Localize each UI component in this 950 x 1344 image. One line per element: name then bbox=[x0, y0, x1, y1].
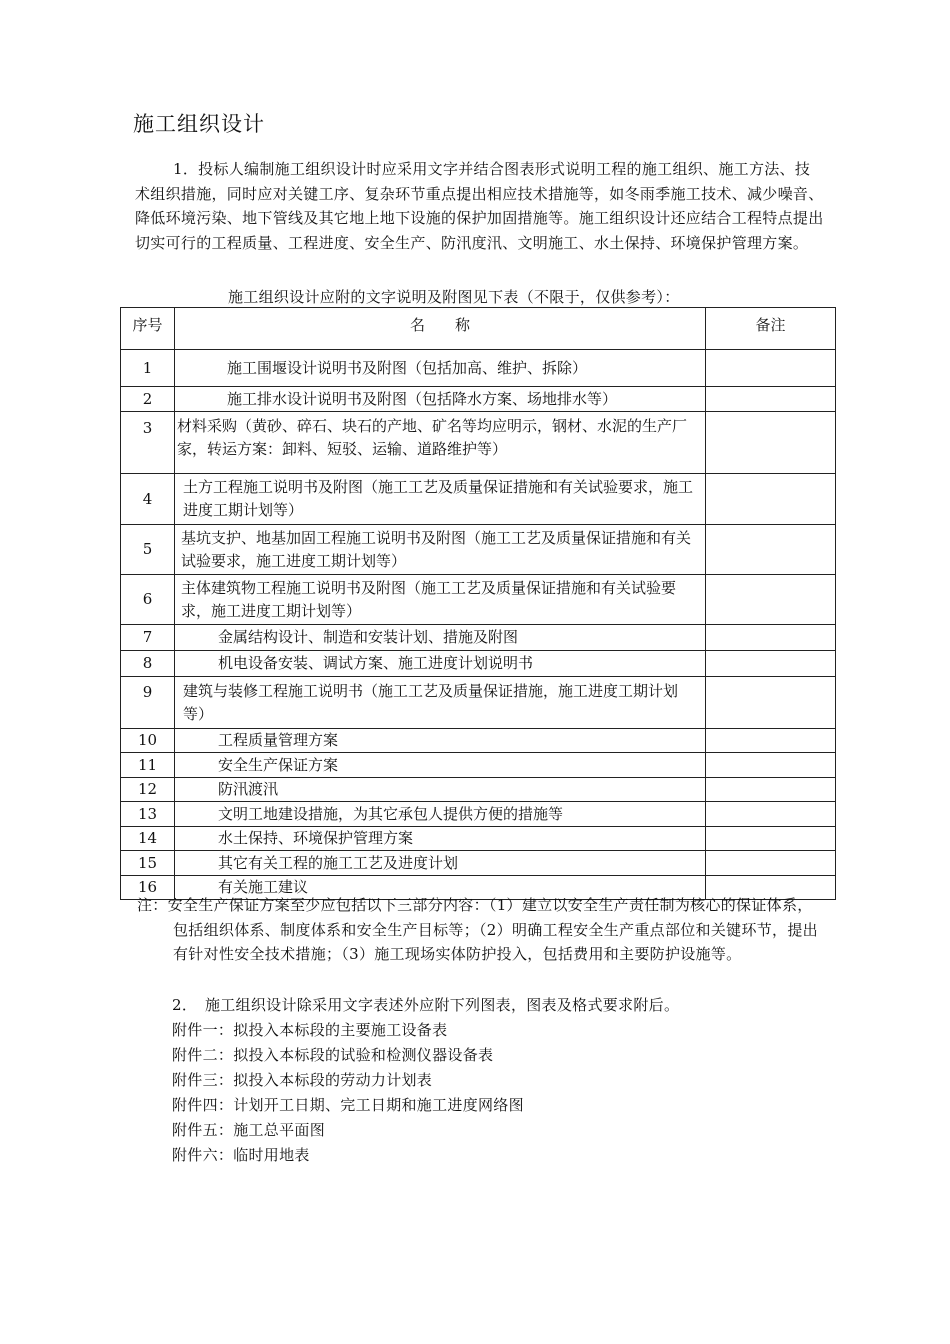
row-note bbox=[706, 827, 836, 851]
row-name: 主体建筑物工程施工说明书及附图（施工工艺及质量保证措施和有关试验要求，施工进度工期计划等） bbox=[175, 575, 706, 625]
row-name: 建筑与装修工程施工说明书（施工工艺及质量保证措施，施工进度工期计划等） bbox=[175, 677, 706, 729]
row-seq: 5 bbox=[121, 525, 175, 575]
row-name: 安全生产保证方案 bbox=[175, 753, 706, 778]
row-note bbox=[706, 778, 836, 802]
row-seq: 8 bbox=[121, 651, 175, 677]
row-note bbox=[706, 851, 836, 876]
safety-note: 注：安全生产保证方案至少应包括以下三部分内容：（1）建立以安全生产责任制为核心的保证体系，包括组织体系、制度体系和安全生产目标等；（2）明确工程安全生产重点部位和关键环节，提出有针对性安全技术措施；（3）施工现场实体防护投入，包括费用和主要防护设施等。 bbox=[137, 896, 818, 963]
row-name: 基坑支护、地基加固工程施工说明书及附图（施工工艺及质量保证措施和有关试验要求，施工进度工期计划等） bbox=[175, 525, 706, 575]
row-seq: 6 bbox=[121, 575, 175, 625]
row-seq: 12 bbox=[121, 778, 175, 802]
row-note bbox=[706, 525, 836, 575]
table-notes bbox=[137, 893, 827, 967]
row-seq: 11 bbox=[121, 753, 175, 778]
row-note bbox=[706, 387, 836, 412]
row-note bbox=[706, 575, 836, 625]
row-note bbox=[706, 412, 836, 474]
page-title: 施工组织设计 bbox=[133, 112, 265, 136]
attachment-item: 附件二：拟投入本标段的试验和检测仪器设备表 bbox=[172, 1046, 494, 1064]
row-seq: 2 bbox=[121, 387, 175, 412]
row-name: 其它有关工程的施工工艺及进度计划 bbox=[175, 851, 706, 876]
row-name: 施工排水设计说明书及附图（包括降水方案、场地排水等） bbox=[175, 387, 706, 412]
row-name: 材料采购（黄砂、碎石、块石的产地、矿名等均应明示，钢材、水泥的生产厂家，转运方案：卸料、短驳、运输、道路维护等） bbox=[175, 412, 706, 474]
row-name: 有关施工建议 bbox=[175, 876, 706, 900]
attachment-item: 附件三：拟投入本标段的劳动力计划表 bbox=[172, 1071, 433, 1089]
attachment-item: 附件六：临时用地表 bbox=[172, 1146, 310, 1164]
row-name: 水土保持、环境保护管理方案 bbox=[175, 827, 706, 851]
row-name: 文明工地建设措施，为其它承包人提供方便的措施等 bbox=[175, 802, 706, 827]
attachment-item: 附件一：拟投入本标段的主要施工设备表 bbox=[172, 1021, 448, 1039]
header-seq: 序号 bbox=[121, 308, 175, 350]
row-note bbox=[706, 474, 836, 525]
row-name: 金属结构设计、制造和安装计划、措施及附图 bbox=[175, 625, 706, 651]
row-name: 土方工程施工说明书及附图（施工工艺及质量保证措施和有关试验要求，施工进度工期计划等） bbox=[175, 474, 706, 525]
attachment-table bbox=[120, 307, 836, 900]
row-note bbox=[706, 753, 836, 778]
row-note bbox=[706, 651, 836, 677]
table-caption: 施工组织设计应附的文字说明及附图见下表（不限于，仅供参考）： bbox=[228, 288, 680, 306]
row-note bbox=[706, 625, 836, 651]
row-seq: 15 bbox=[121, 851, 175, 876]
row-seq: 16 bbox=[121, 876, 175, 900]
header-note: 备注 bbox=[706, 308, 836, 350]
attachment-item: 附件五：施工总平面图 bbox=[172, 1121, 326, 1139]
row-seq: 7 bbox=[121, 625, 175, 651]
row-name: 机电设备安装、调试方案、施工进度计划说明书 bbox=[175, 651, 706, 677]
row-seq: 3 bbox=[121, 412, 175, 474]
row-name: 防汛渡汛 bbox=[175, 778, 706, 802]
intro-paragraph bbox=[135, 157, 825, 255]
row-note bbox=[706, 677, 836, 729]
row-seq: 4 bbox=[121, 474, 175, 525]
paragraph-2: 2． 施工组织设计除采用文字表述外应附下列图表，图表及格式要求附后。 bbox=[172, 996, 680, 1014]
row-seq: 9 bbox=[121, 677, 175, 729]
row-seq: 13 bbox=[121, 802, 175, 827]
row-note bbox=[706, 802, 836, 827]
row-seq: 14 bbox=[121, 827, 175, 851]
row-seq: 1 bbox=[121, 350, 175, 387]
row-name: 施工围堰设计说明书及附图（包括加高、维护、拆除） bbox=[175, 350, 706, 387]
header-name: 名 称 bbox=[175, 308, 706, 350]
row-seq: 10 bbox=[121, 729, 175, 753]
intro-paragraph-text: 1．投标人编制施工组织设计时应采用文字并结合图表形式说明工程的施工组织、施工方法、技术组织措施，同时应对关键工序、复杂环节重点提出相应技术措施等，如冬雨季施工技术、减少噪音、降低环境污染、地下管线及其它地上地下设施的保护加固措施等。施工组织设计还应结合工程特点提出切实可行的工程质量、工程进度、安全生产、防汛度汛、文明施工、水土保持、环境保护管理方案。 bbox=[135, 160, 824, 252]
attachment-item: 附件四：计划开工日期、完工日期和施工进度网络图 bbox=[172, 1096, 524, 1114]
row-note bbox=[706, 729, 836, 753]
row-name: 工程质量管理方案 bbox=[175, 729, 706, 753]
row-note bbox=[706, 350, 836, 387]
